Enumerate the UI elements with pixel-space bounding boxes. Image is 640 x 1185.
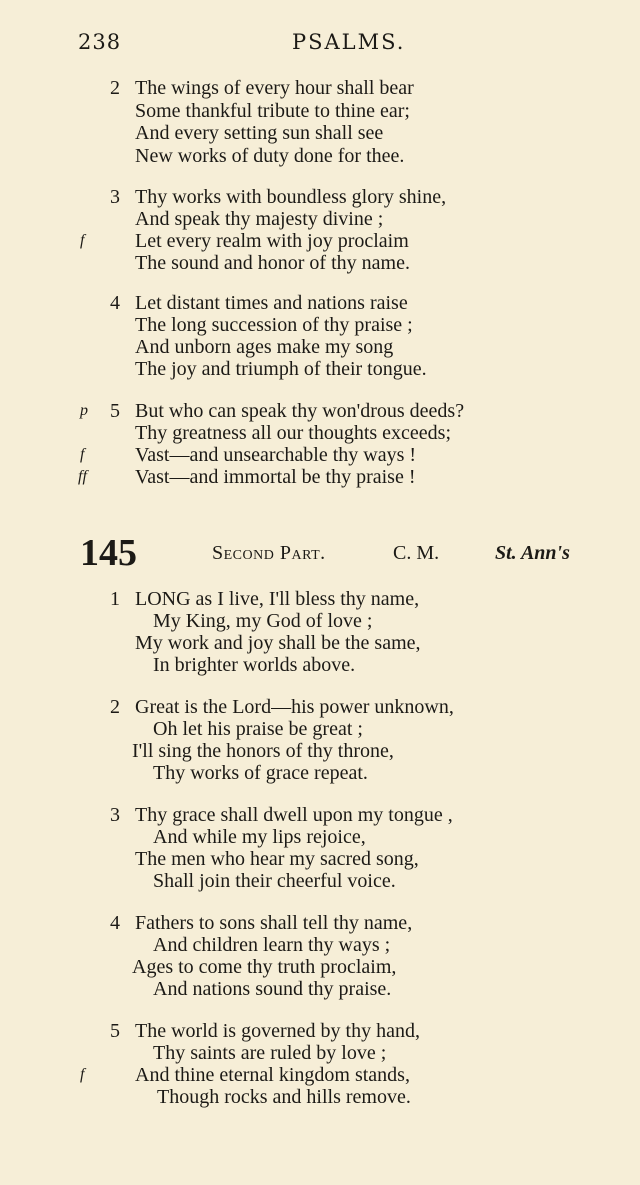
verse-line: Thy saints are ruled by love ; xyxy=(153,1042,387,1064)
hymn-meter: C. M. xyxy=(393,542,440,564)
verse-line: And while my lips rejoice, xyxy=(153,826,366,848)
stanza-number: 2 xyxy=(110,77,120,99)
verse-line: My King, my God of love ; xyxy=(153,610,373,632)
dynamic-marking: ff xyxy=(78,468,87,485)
verse-line: And nations sound thy praise. xyxy=(153,978,392,1000)
verse-line: Thy works with boundless glory shine, xyxy=(135,186,447,208)
verse-line: Thy grace shall dwell upon my tongue , xyxy=(135,804,453,826)
verse-line: Vast—and immortal be thy praise ! xyxy=(135,466,416,488)
stanza-number: 5 xyxy=(110,400,120,422)
hymn-number: 145 xyxy=(80,532,137,574)
verse-line: Thy greatness all our thoughts exceeds; xyxy=(135,422,452,444)
verse-line: And every setting sun shall see xyxy=(135,122,384,144)
tune-name: St. Ann's xyxy=(495,542,570,564)
verse-line: The sound and honor of thy name. xyxy=(135,252,410,274)
dynamic-marking: f xyxy=(80,232,85,249)
verse-line: Fathers to sons shall tell thy name, xyxy=(135,912,413,934)
stanza-number: 4 xyxy=(110,292,120,314)
verse-line: The world is governed by thy hand, xyxy=(135,1020,420,1042)
stanza-number: 1 xyxy=(110,588,120,610)
verse-line: In brighter worlds above. xyxy=(153,654,356,676)
verse-line: I'll sing the honors of thy throne, xyxy=(132,740,394,762)
verse-line: Great is the Lord—his power unknown, xyxy=(135,696,454,718)
verse-line: The wings of every hour shall bear xyxy=(135,77,414,99)
verse-line: Some thankful tribute to thine ear; xyxy=(135,100,410,122)
verse-line: Shall join their cheerful voice. xyxy=(153,870,396,892)
verse-line: Thy works of grace repeat. xyxy=(153,762,368,784)
stanza-number: 2 xyxy=(110,696,120,718)
verse-line: Vast—and unsearchable thy ways ! xyxy=(135,444,417,466)
dynamic-marking: p xyxy=(80,402,88,419)
verse-line: Ages to come thy truth proclaim, xyxy=(132,956,397,978)
running-title: PSALMS. xyxy=(292,30,406,54)
verse-line: And speak thy majesty divine ; xyxy=(135,208,384,230)
verse-line: Let distant times and nations raise xyxy=(135,292,408,314)
stanza-number: 5 xyxy=(110,1020,120,1042)
hymn-part: Second Part. xyxy=(212,542,326,564)
verse-line: Let every realm with joy proclaim xyxy=(135,230,409,252)
dynamic-marking: f xyxy=(80,446,85,463)
verse-line: And thine eternal kingdom stands, xyxy=(135,1064,410,1086)
verse-line: The men who hear my sacred song, xyxy=(135,848,419,870)
verse-line: And children learn thy ways ; xyxy=(153,934,391,956)
verse-line: And unborn ages make my song xyxy=(135,336,394,358)
dynamic-marking: f xyxy=(80,1066,85,1083)
verse-line: My work and joy shall be the same, xyxy=(135,632,421,654)
verse-line: Though rocks and hills remove. xyxy=(157,1086,411,1108)
verse-line: Oh let his praise be great ; xyxy=(153,718,363,740)
stanza-number: 4 xyxy=(110,912,120,934)
verse-line: New works of duty done for thee. xyxy=(135,145,405,167)
verse-line: The long succession of thy praise ; xyxy=(135,314,413,336)
verse-line: LONG as I live, I'll bless thy name, xyxy=(135,588,420,610)
verse-line: But who can speak thy won'drous deeds? xyxy=(135,400,465,422)
page-number: 238 xyxy=(78,30,122,54)
stanza-number: 3 xyxy=(110,804,120,826)
stanza-number: 3 xyxy=(110,186,120,208)
verse-line: The joy and triumph of their tongue. xyxy=(135,358,427,380)
